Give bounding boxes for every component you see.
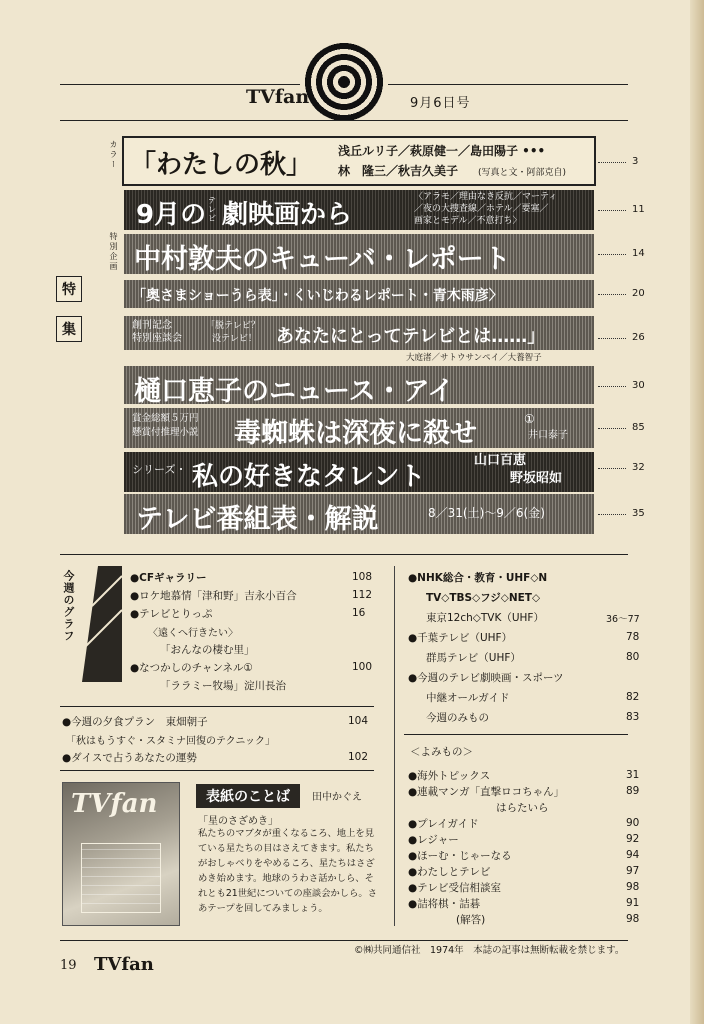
yomimono-page: 97 [626, 865, 640, 877]
yomimono-page: 89 [626, 785, 640, 797]
header-rule-right [388, 84, 628, 85]
f7-tag2: 懸賞付推理小説 [132, 427, 199, 438]
yomimono-item[interactable]: ●詰将棋・詰碁 [408, 898, 481, 910]
yomimono-item[interactable]: ●ほーむ・じゃーなる [408, 850, 512, 862]
misc-item-page: 104 [348, 715, 369, 727]
header-brand: TVfan [246, 86, 310, 108]
yomimono-page: 98 [626, 913, 640, 925]
graph-item-page: 108 [352, 571, 373, 583]
yomimono-page: 91 [626, 897, 640, 909]
side-label-shu: 集 [56, 316, 82, 342]
leader-dots [598, 162, 626, 163]
leader-dots [598, 428, 626, 429]
listing-page: 83 [626, 711, 640, 723]
f1-tag: カラー [109, 140, 118, 170]
misc-item: 「秋はもうすぐ・スタミナ回復のテクニック」 [66, 736, 275, 747]
yomimono-rule [404, 734, 628, 735]
listing-item[interactable]: 中継オールガイド [426, 692, 510, 704]
yomimono-item[interactable]: ●わたしとテレビ [408, 866, 491, 878]
listing-page: 78 [626, 631, 640, 643]
feature-5-bar [124, 316, 594, 350]
listing-item[interactable]: ●千葉テレビ（UHF） [408, 632, 513, 644]
listing-item[interactable]: TV◇TBS◇フジ◇NET◇ [426, 592, 541, 604]
feature-3-bar [124, 234, 594, 274]
graph-item[interactable]: ●CFギャラリー [130, 572, 207, 584]
graph-item: 〈遠くへ行きたい〉 [148, 628, 238, 639]
feature-1-box [122, 136, 596, 186]
listing-item[interactable]: ●今週のテレビ劇映画・スポーツ [408, 672, 564, 684]
graph-item-page: 112 [352, 589, 373, 601]
f9-title[interactable]: テレビ番組表・解説 [136, 504, 379, 535]
f1-title[interactable]: 「わたしの秋」 [130, 150, 313, 180]
f4-page: 20 [632, 288, 645, 299]
graph-item[interactable]: ●ロケ地慕情「津和野」吉永小百合 [130, 590, 297, 602]
f5-title[interactable]: あなたにとってテレビとは……」 [276, 326, 546, 347]
yomimono-page: 90 [626, 817, 640, 829]
footer-brand: TVfan [94, 954, 154, 975]
yomimono-item[interactable]: ●海外トピックス [408, 770, 491, 782]
cover-house-image [81, 843, 161, 913]
copyright: ©㈱共同通信社 1974年 本誌の記事は無断転載を禁じます。 [354, 945, 625, 956]
yomimono-item[interactable]: ●レジャー [408, 834, 459, 846]
f8-page: 32 [632, 462, 645, 473]
leader-dots [598, 386, 626, 387]
f2-page: 11 [632, 204, 645, 215]
header-rule-bottom [60, 120, 628, 121]
cover-thumb-logo: TVfan [71, 789, 158, 819]
f9-page: 35 [632, 508, 645, 519]
section-rule [60, 554, 628, 555]
graph-item: 「ララミー牧場」淀川長治 [160, 680, 286, 692]
cover-note-tag: 表紙のことば [196, 784, 300, 808]
header-rule-left [60, 84, 300, 85]
f5-q1: 「脱テレビ？ [206, 321, 260, 331]
feature-7-bar [124, 408, 594, 448]
f7-num: ① [524, 412, 535, 426]
leader-dots [598, 294, 626, 295]
yomimono-item[interactable]: ●プレイガイド [408, 818, 479, 830]
yomimono-item[interactable]: ●連載マンガ「直撃ロコちゃん」 [408, 786, 565, 798]
graph-item[interactable]: ●テレビとりっぷ [130, 608, 213, 620]
f1-line2: 林 隆三／秋吉久美子 [338, 164, 459, 178]
yomimono-page: 92 [626, 833, 640, 845]
f5-q2: 没テレビ！ [212, 334, 257, 344]
listing-item[interactable]: 今週のみもの [426, 712, 489, 724]
listing-item[interactable]: 群馬テレビ（UHF） [426, 652, 521, 664]
listing-page: 36～77 [606, 614, 640, 625]
leader-dots [598, 210, 626, 211]
yomimono-page: 94 [626, 849, 640, 861]
f8-name2: 野坂昭如 [510, 471, 563, 486]
listing-item[interactable]: 東京12ch◇TVK（UHF） [426, 612, 544, 624]
side-label-toku: 特 [56, 276, 82, 302]
issue-date: 9月6日号 [410, 96, 471, 111]
feature-4-bar [124, 280, 594, 308]
leader-dots [598, 468, 626, 469]
graph-item-page: 16 [352, 607, 366, 619]
misc-rule [60, 770, 374, 771]
f7-title[interactable]: 毒蜘蛛は深夜に殺せ [234, 418, 477, 449]
f8-tag: シリーズ・ [132, 463, 187, 476]
graph-item: 「おんなの棲む里」 [160, 644, 255, 656]
misc-item-page: 102 [348, 751, 369, 763]
cover-heading: 「星のさざめき」 [198, 816, 278, 827]
f2-sub3: 画家とモデル／不意打ち〉 [414, 216, 522, 226]
f3-title[interactable]: 中村敦夫のキューバ・レポート [134, 244, 511, 275]
f2-title-b[interactable]: 劇映画から [222, 200, 353, 230]
misc-item[interactable]: ●ダイスで占うあなたの運勢 [62, 752, 197, 764]
f7-author: 井口泰子 [528, 430, 568, 441]
f8-name1: 山口百恵 [474, 453, 527, 468]
feature-2-bar [124, 190, 594, 230]
f7-tag1: 賞金総額５万円 [132, 413, 199, 424]
yomimono-item: (解答) [456, 914, 486, 926]
graph-label: 今週のグラフ [62, 570, 75, 642]
leader-dots [598, 254, 626, 255]
f2-title-a[interactable]: 9月の [136, 200, 207, 230]
misc-rule [60, 706, 374, 707]
cover-thumbnail[interactable] [62, 782, 180, 926]
f1-line1: 浅丘ルリ子／萩原健一／島田陽子 ••• [338, 144, 546, 158]
cover-author: 田中かぐえ [312, 792, 362, 803]
graph-item[interactable]: ●なつかしのチャンネル① [130, 662, 253, 674]
f3-page: 14 [632, 248, 645, 259]
misc-item[interactable]: ●今週の夕食プラン 東畑朝子 [62, 716, 208, 728]
yomimono-page: 98 [626, 881, 640, 893]
f5-tag2: 特別座談会 [132, 333, 182, 344]
listing-page: 82 [626, 691, 640, 703]
f5-page: 26 [632, 332, 645, 343]
f9-dates: 8／31(土)～9／6(金) [428, 506, 545, 520]
f6-page: 30 [632, 380, 645, 391]
yomimono-item[interactable]: ●テレビ受信相談室 [408, 882, 501, 894]
f1-page: 3 [632, 156, 639, 167]
feature-8-bar [124, 452, 594, 492]
page-number: 19 [60, 958, 77, 973]
column-divider [394, 566, 395, 926]
f4-title[interactable]: 「奥さまショーうら表」・くいじわるレポート・青木雨彦〉 [132, 288, 503, 304]
f2-sub1: 〈アラモ／理由なき反抗／マーティ [414, 192, 558, 202]
yomimono-page: 31 [626, 769, 640, 781]
yomimono-item: はらたいら [496, 802, 549, 814]
f3-tag: 特別企画 [109, 232, 118, 272]
leader-dots [598, 514, 626, 515]
f1-credit: (写真と文・阿部克自) [478, 168, 567, 178]
feature-6-bar [124, 366, 594, 407]
graph-label-block [60, 566, 122, 682]
graph-stripes-icon [82, 566, 122, 682]
f5-credit: 大庭渚／サトウサンペイ／大養智子 [406, 353, 542, 363]
f7-page: 85 [632, 422, 645, 433]
f2-title-tv: テレビ [208, 196, 216, 223]
listing-page: 80 [626, 651, 640, 663]
f2-sub2: ／夜の大捜査線／ホテル／要塞／ [414, 204, 549, 214]
f8-title[interactable]: 私の好きなタレント [192, 462, 426, 492]
feature-9-bar [124, 494, 594, 534]
f5-tag1: 創刊記念 [132, 320, 172, 331]
leader-dots [598, 338, 626, 339]
f6-title[interactable]: 樋口恵子のニュース・アイ [134, 376, 455, 407]
target-logo-icon [302, 40, 386, 124]
listing-item[interactable]: ●NHK総合・教育・UHF◇N [408, 572, 548, 584]
footer-rule [60, 940, 628, 941]
yomimono-heading: ＜よみもの＞ [410, 746, 473, 758]
page-edge [690, 0, 704, 1024]
cover-body: 私たちのマブタが重くなるころ、地上を見ている星たちの目はさえてきます。私たちがおしゃべりをやめるころ、星たちはさざめき始めます。地球のうわさ話かしら、それとも21世紀についての座談会かしら。さあテープを回してみましょう。 [198, 828, 377, 914]
graph-item-page: 100 [352, 661, 373, 673]
